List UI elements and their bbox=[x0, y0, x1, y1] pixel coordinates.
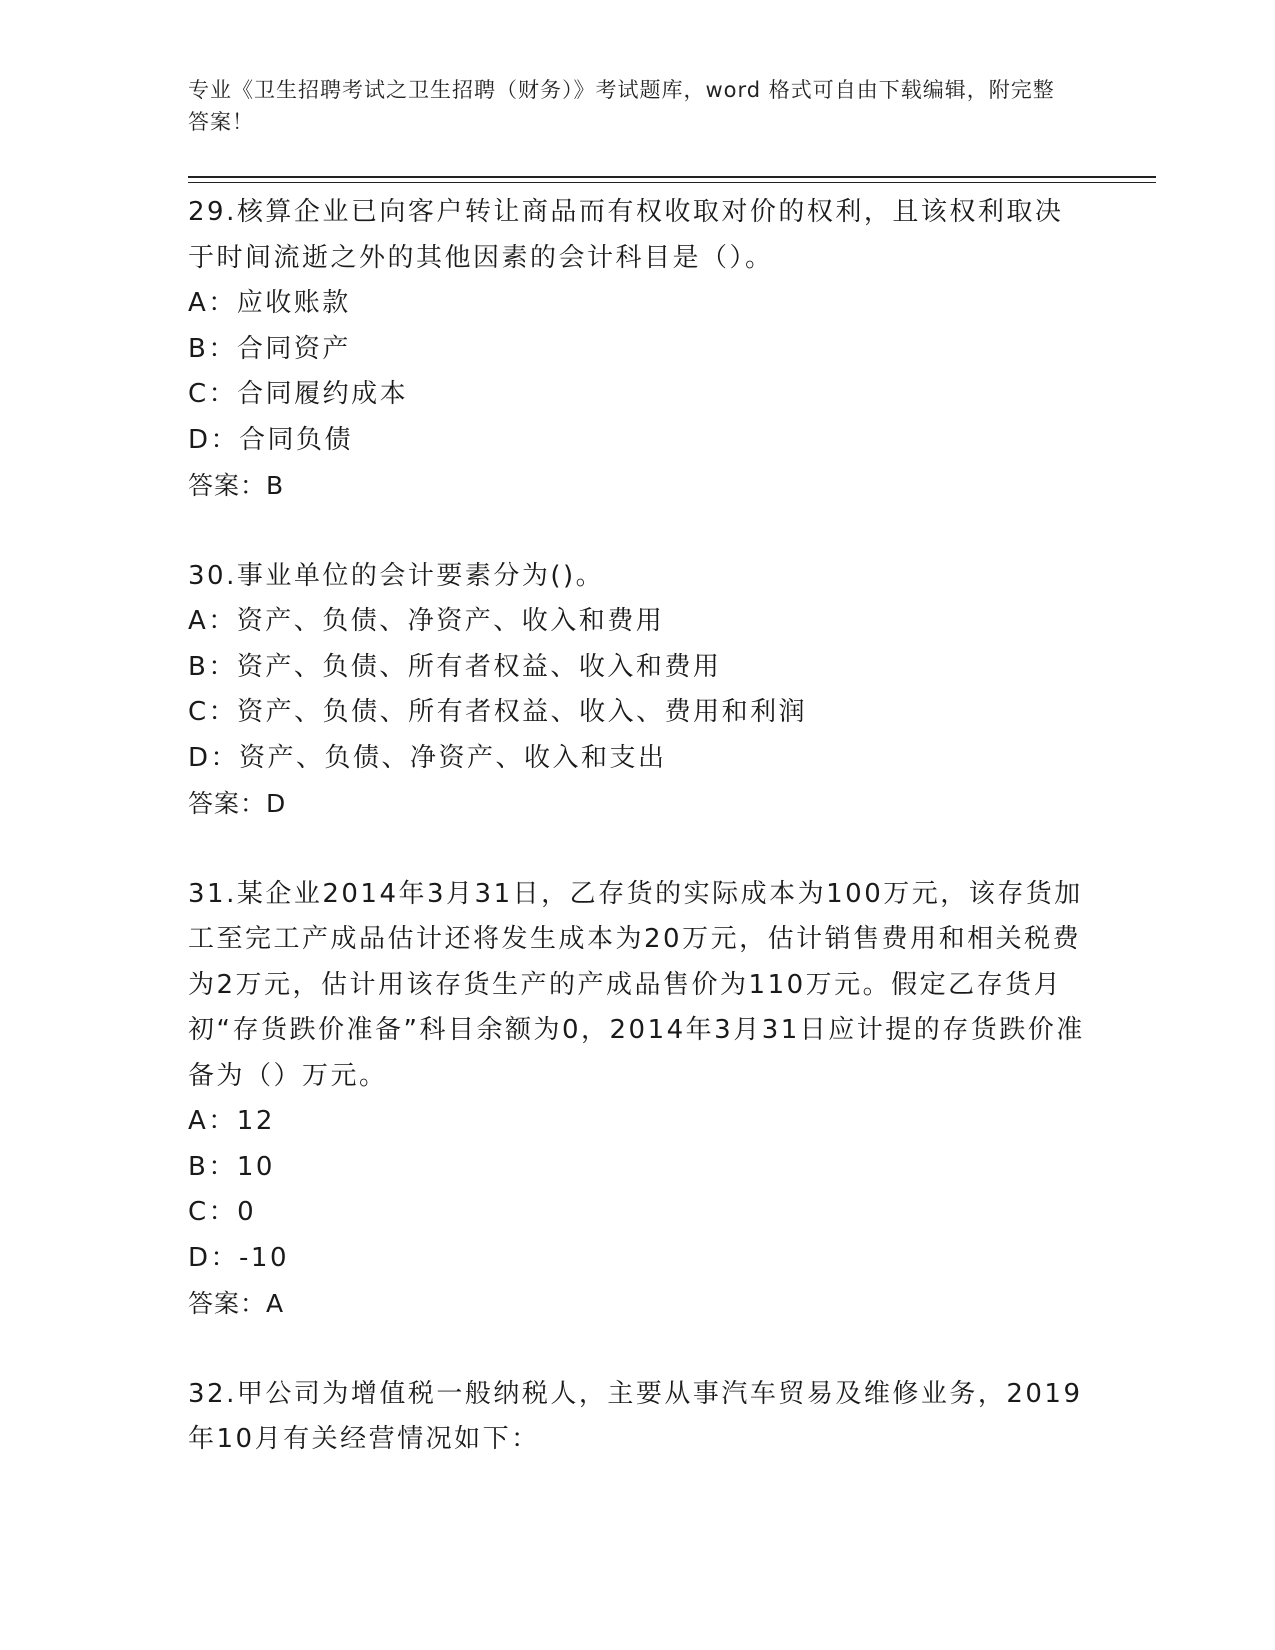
question-stem: 31.某企业2014年3月31日，乙存货的实际成本为100万元，该存货加工至完工产成品估计还将发生成本为20万元，估计销售费用和相关税费为2万元，估计用该存货生产的产成品售价为110万元。假定乙存货月初“存货跌价准备”科目余额为0，2014年3月31日应计提的存货跌价准备为（）万元。 bbox=[188, 878, 1085, 1091]
option-a: A：应收账款 bbox=[188, 288, 351, 318]
question-stem: 29.核算企业已向客户转让商品而有权收取对价的权利，且该权利取决于时间流逝之外的其他因素的会计科目是（）。 bbox=[188, 197, 1064, 273]
option-b: B：合同资产 bbox=[188, 333, 351, 364]
answer-line: 答案：B bbox=[188, 471, 285, 500]
question-stem: 30.事业单位的会计要素分为()。 bbox=[188, 560, 605, 591]
question-spacer bbox=[188, 1327, 1088, 1372]
question-stem: 32.甲公司为增值税一般纳税人，主要从事汽车贸易及维修业务，2019年10月有关经营情况如下： bbox=[188, 1378, 1083, 1454]
question-29 bbox=[188, 190, 1088, 509]
option-d: D：合同负债 bbox=[188, 424, 354, 455]
option-c: C：资产、负债、所有者权益、收入、费用和利润 bbox=[188, 697, 808, 727]
option-a: A：12 bbox=[188, 1106, 275, 1136]
question-30 bbox=[188, 554, 1088, 827]
question-list bbox=[188, 190, 1088, 1463]
option-a: A：资产、负债、净资产、收入和费用 bbox=[188, 606, 665, 636]
answer-line: 答案：A bbox=[188, 1289, 285, 1318]
option-b: B：10 bbox=[188, 1151, 275, 1182]
header-divider-thin bbox=[188, 182, 1156, 183]
question-31 bbox=[188, 872, 1088, 1327]
option-d: D：-10 bbox=[188, 1242, 289, 1273]
option-b: B：资产、负债、所有者权益、收入和费用 bbox=[188, 651, 722, 682]
question-32 bbox=[188, 1372, 1088, 1463]
question-spacer bbox=[188, 827, 1088, 872]
option-d: D：资产、负债、净资产、收入和支出 bbox=[188, 742, 667, 773]
document-header: 专业《卫生招聘考试之卫生招聘（财务）》考试题库，word 格式可自由下载编辑，附完整答案！ bbox=[188, 78, 1055, 134]
header-divider-thick bbox=[188, 176, 1156, 178]
answer-line: 答案：D bbox=[188, 789, 287, 818]
option-c: C：0 bbox=[188, 1197, 257, 1227]
question-spacer bbox=[188, 509, 1088, 554]
option-c: C：合同履约成本 bbox=[188, 379, 409, 409]
